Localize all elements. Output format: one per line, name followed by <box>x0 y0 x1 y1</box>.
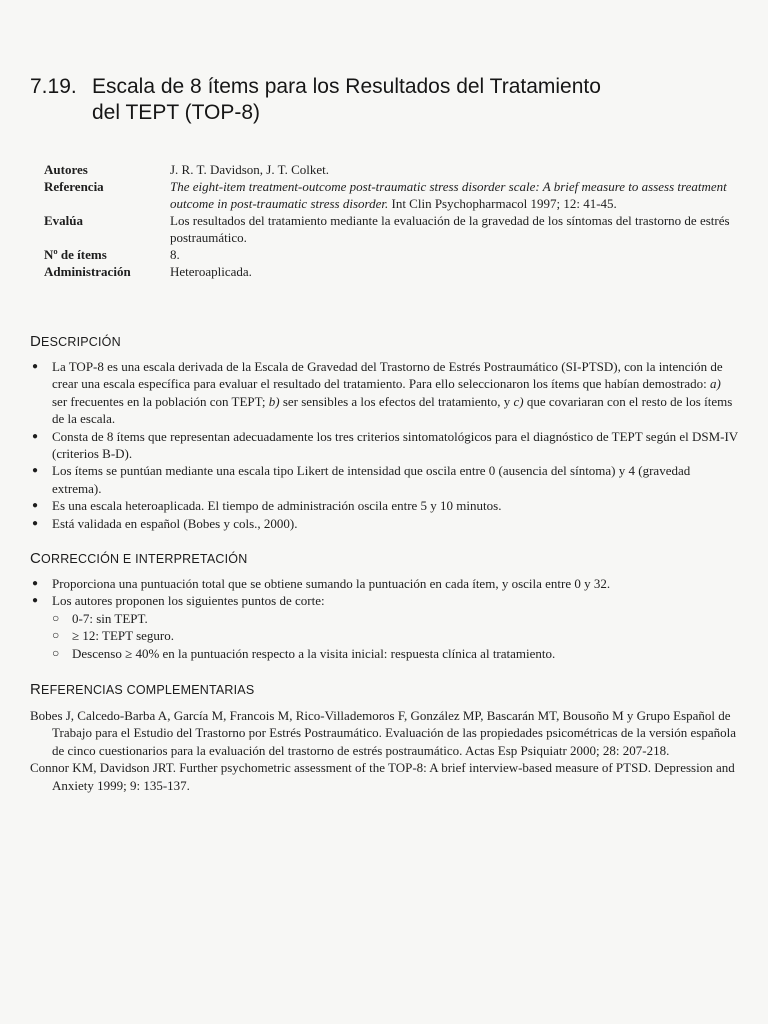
cutoff-item: ○ ≥ 12: TEPT seguro. <box>52 627 738 644</box>
cutoff-item: ○ 0-7: sin TEPT. <box>52 610 738 627</box>
meta-value: Los resultados del tratamiento mediante la evaluación de la gravedad de los síntomas del trastorno de estrés postraumático. <box>170 213 730 245</box>
metadata-table <box>44 161 734 280</box>
list-item: ● Es una escala heteroaplicada. El tiempo de administración oscila entre 5 y 10 minutos. <box>30 497 738 514</box>
meta-value: Heteroaplicada. <box>170 264 252 279</box>
meta-label: Administración <box>44 264 131 279</box>
reference-item: Connor KM, Davidson JRT. Further psychometric assessment of the TOP-8: A brief interview-based measure of PTSD. Depression and Anxiety 1999; 9: 135-137. <box>30 760 735 793</box>
page-title <box>30 74 730 126</box>
meta-row-autores <box>44 161 734 178</box>
cutoff-list <box>52 610 738 662</box>
meta-value: J. R. T. Davidson, J. T. Colket. <box>170 162 330 177</box>
correccion-list <box>30 575 738 662</box>
cutoff-item: ○ Descenso ≥ 40% en la puntuación respecto a la visita inicial: respuesta clínica al tratamiento. <box>52 645 738 662</box>
reference-title: The eight-item treatment-outcome post-traumatic stress disorder scale: A brief measure to assess treatment outcome in post-traumatic stress disorder. <box>170 179 727 211</box>
list-item: ● Está validada en español (Bobes y cols., 2000). <box>30 515 738 532</box>
meta-row-administracion <box>44 263 734 280</box>
references-list <box>30 707 740 794</box>
meta-row-items <box>44 246 734 263</box>
meta-value <box>170 178 734 212</box>
meta-label: Evalúa <box>44 213 84 228</box>
list-item: ● Los autores proponen los siguientes puntos de corte: ○ 0-7: sin TEPT. ○ ≥ 12: TEPT seguro. ○ Descenso ≥ 40% en la puntuación respecto a la visita inicial: respuesta clínica al tratamiento. <box>30 592 738 662</box>
meta-value: 8. <box>170 247 180 262</box>
meta-label: Nº de ítems <box>44 247 107 262</box>
meta-label: Autores <box>44 162 88 177</box>
section-heading-descripcion: DESCRIPCIÓN <box>30 333 121 350</box>
section-heading-correccion: CORRECCIÓN E INTERPRETACIÓN <box>30 550 248 567</box>
list-item: ● La TOP-8 es una escala derivada de la Escala de Gravedad del Trastorno de Estrés Postraumático (SI-PTSD), con la intención de crear una escala específica para evaluar el resultado del tratamiento. Para ello seleccionaron los ítems que habían demostrado: a) ser frecuentes en la población con TEPT; b) ser sensibles a los efectos del tratamiento, y c) que covariaran con el resto de los ítems de la escala. <box>30 358 738 428</box>
meta-row-referencia <box>44 178 734 212</box>
section-number: 7.19. <box>30 75 77 98</box>
meta-label: Referencia <box>44 179 104 194</box>
title-line-2: del TEPT (TOP-8) <box>92 101 261 124</box>
meta-row-evalua <box>44 212 734 246</box>
reference-item: Bobes J, Calcedo-Barba A, García M, Francois M, Rico-Villademoros F, González MP, Bascarán MT, Bousoño M y Grupo Español de Trabajo para el Estudio del Trastorno por Estrés Postraumático. Evaluación de las propiedades psicométricas de la versión española de cinco cuestionarios para la evaluación del trastorno de estrés postraumático. Actas Esp Psiquiatr 2000; 28: 207-218. <box>30 708 737 758</box>
list-item: ● Consta de 8 ítems que representan adecuadamente los tres criterios sintomatológicos para el diagnóstico de TEPT según el DSM-IV (criterios B-D). <box>30 428 738 463</box>
section-heading-referencias: REFERENCIAS COMPLEMENTARIAS <box>30 681 255 698</box>
reference-source: Int Clin Psychopharmacol 1997; 12: 41-45. <box>388 196 617 211</box>
list-item: ● Los ítems se puntúan mediante una escala tipo Likert de intensidad que oscila entre 0 (ausencia del síntoma) y 4 (gravedad extrema). <box>30 462 738 497</box>
descripcion-list <box>30 358 738 532</box>
list-item: ● Proporciona una puntuación total que se obtiene sumando la puntuación en cada ítem, y oscila entre 0 y 32. <box>30 575 738 592</box>
title-line-1: Escala de 8 ítems para los Resultados del Tratamiento <box>92 75 601 98</box>
